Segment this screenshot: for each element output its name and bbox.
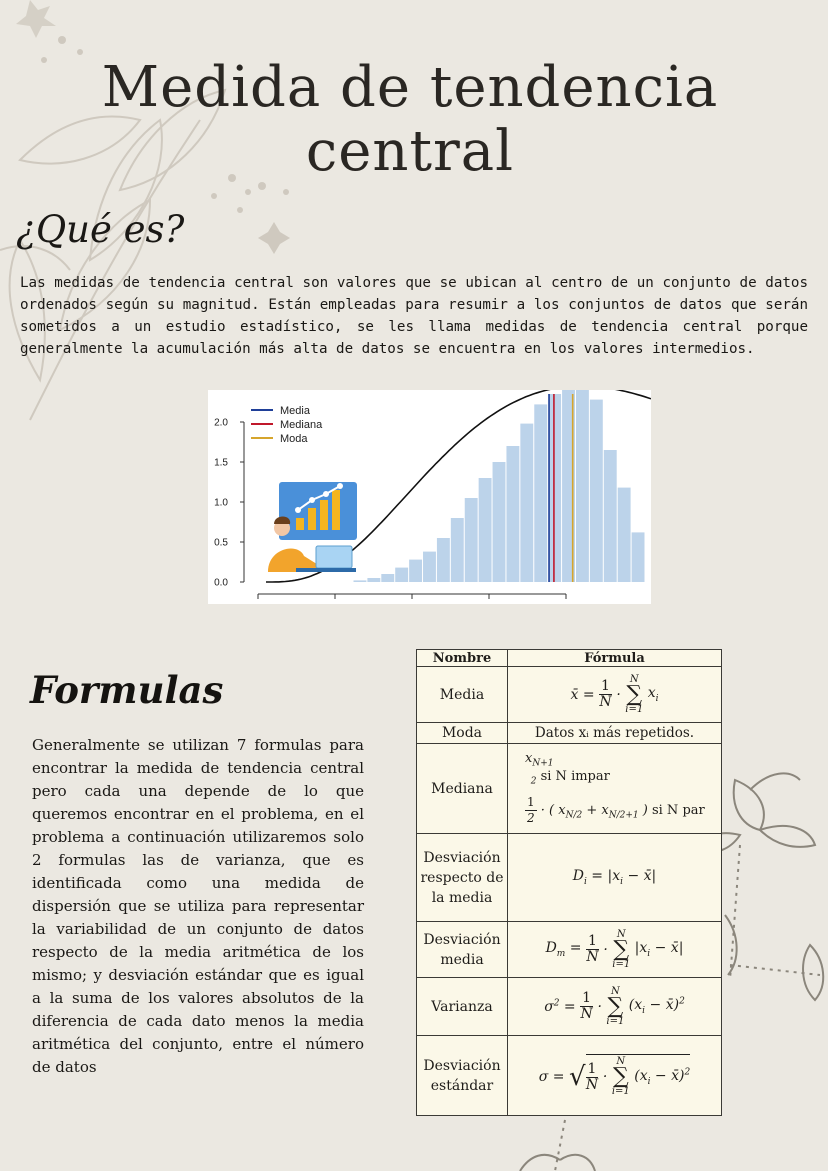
page-title-line2: central [305,119,515,184]
mediana-odd: si N impar [540,769,610,784]
bar-20 [632,532,645,582]
header-formula: Fórmula [508,650,722,667]
bar-0 [354,580,367,582]
bar-9 [479,478,492,582]
bar-1 [367,578,380,582]
distribution-chart [208,390,651,604]
intro-paragraph: Las medidas de tendencia central son valores que se ubican al centro de un conjunto de datos ordenados según su magnitud. Están empleadas para resumir a los conjuntos de datos que serán sometidos a un estudio estadístico, se les llama medidas de tendencia central porque generalmente la acumulación más alta de datos se encuentra en los valores intermedios. [20,275,808,357]
bar-16 [576,390,589,582]
formula-moda: Datos xᵢ más repetidos. [508,723,722,744]
bar-3 [395,568,408,582]
bar-6 [437,538,450,582]
table-row [417,978,722,1036]
legend-label-mediana: Mediana [280,419,323,431]
analyst-illustration [268,482,357,572]
formula-mediana: $x_{N+1 2}$ si N impar $\frac{1}{2}$ · ( $x_{N/2} + x_{N/2+1}$ ) si N par [508,744,722,834]
formula-desviacion-respecto: $D_i = |x_i$ − x̄| [508,834,722,922]
bar-11 [506,446,519,582]
header-nombre: Nombre [417,650,508,667]
table-row [417,922,722,978]
legend-label-media: Media [280,405,310,417]
row-name-media: Media [417,667,508,723]
formula-media: x̄ = $\frac{1}{N}$ · N ∑ i=1 $x_i$ [508,667,722,723]
row-name-desviacion-estandar: Desviación estándar [417,1036,508,1116]
y-tick-label: 0.5 [214,537,228,549]
bar-7 [451,518,464,582]
formula-desviacion-media: $D_m$ = $\frac{1}{N}$ · N ∑ i=1 $|x_i$ − x̄| [508,922,722,978]
table-row [417,744,722,834]
table-row [417,1036,722,1116]
x-axis [258,594,566,599]
table-row [417,723,722,744]
legend-label-moda: Moda [280,433,308,445]
formula-desviacion-estandar: σ = √ $\frac{1}{N}$ · N ∑ i=1 ($x_i$ − x̄)$^2$ [508,1036,722,1116]
y-tick-label: 1.0 [214,497,228,509]
formulas-heading: Formulas [30,668,224,712]
page-title [60,56,760,184]
chart-svg [208,390,651,604]
bar-4 [409,560,422,582]
row-name-desviacion-respecto: Desviación respecto de la media [417,834,508,922]
bar-8 [465,498,478,582]
row-name-varianza: Varianza [417,978,508,1036]
bar-19 [618,488,631,582]
formula-table [416,649,722,1116]
row-name-mediana: Mediana [417,744,508,834]
table-row [417,667,722,723]
bar-18 [604,450,617,582]
bar-13 [534,404,547,582]
table-header-row [417,650,722,667]
formulas-paragraph: Generalmente se utilizan 7 formulas para encontrar la medida de tendencia central pero cada una depende de lo que queremos encontrar en el problema, en el problema a continuación utilizaremos solo 2 formulas las de varianza, que es identificada como una medida de dispersión que se utiliza para representar la variabilidad de un conjunto de datos respecto de la media aritmética de los mismo; y desviación estándar que es igual a la suma de los valores absolutos de la diferencia de cada dato menos la media aritmética del conjunto, entre el número de datos [32,736,364,1076]
bar-2 [381,574,394,582]
bar-17 [590,400,603,582]
chart-bars [354,390,645,582]
bar-12 [520,424,533,582]
table-row [417,834,722,922]
formula-varianza: $\sigma^2$ = $\frac{1}{N}$ · N ∑ i=1 ($x_i$ − x̄)$^2$ [508,978,722,1036]
que-es-heading: ¿Qué es? [16,208,185,251]
y-axis [214,418,244,589]
row-name-desviacion-media: Desviación media [417,922,508,978]
y-tick-label: 1.5 [214,457,228,469]
y-tick-label: 2.0 [214,417,228,429]
bar-10 [493,462,506,582]
mediana-even: si N par [651,802,705,818]
y-tick-label: 0.0 [214,577,228,589]
page-title-line1: Medida de tendencia [101,55,719,120]
bar-5 [423,552,436,582]
row-name-moda: Moda [417,723,508,744]
chart-legend [251,405,323,445]
